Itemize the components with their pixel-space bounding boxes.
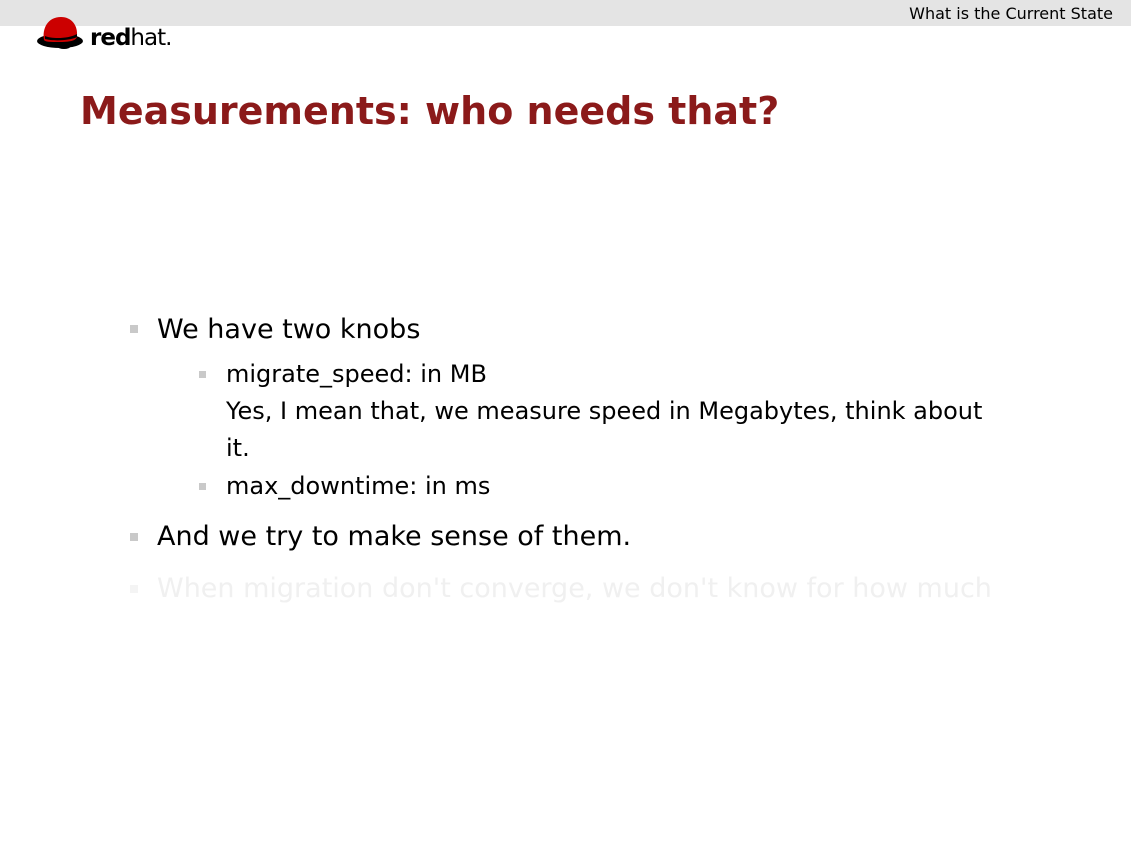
redhat-wordmark xyxy=(90,27,171,50)
slide-title: Measurements: who needs that? xyxy=(80,89,780,133)
logo-word-red: red xyxy=(90,25,131,51)
sub-bullet-text: max_downtime: in ms xyxy=(226,472,491,500)
sub-bullet-marker xyxy=(199,483,206,490)
sub-bullet-text-continued: it. xyxy=(226,434,250,462)
bullet-text: And we try to make sense of them. xyxy=(157,521,632,552)
bullet-text-hidden: When migration don't converge, we don't know for how much xyxy=(157,573,992,604)
bullet-marker xyxy=(130,533,138,541)
sub-bullet-marker xyxy=(199,371,206,378)
bullet-text: We have two knobs xyxy=(157,314,421,345)
sub-bullet-text-continued: Yes, I mean that, we measure speed in Megabytes, think about xyxy=(226,397,983,425)
logo-word-hat: hat. xyxy=(130,25,172,51)
bullet-marker-hidden xyxy=(130,585,138,593)
sub-bullet-text: migrate_speed: in MB xyxy=(226,360,487,388)
redhat-logo xyxy=(36,14,186,54)
bullet-marker xyxy=(130,325,138,333)
redhat-hat-icon xyxy=(36,14,88,50)
section-title: What is the Current State xyxy=(909,4,1113,23)
